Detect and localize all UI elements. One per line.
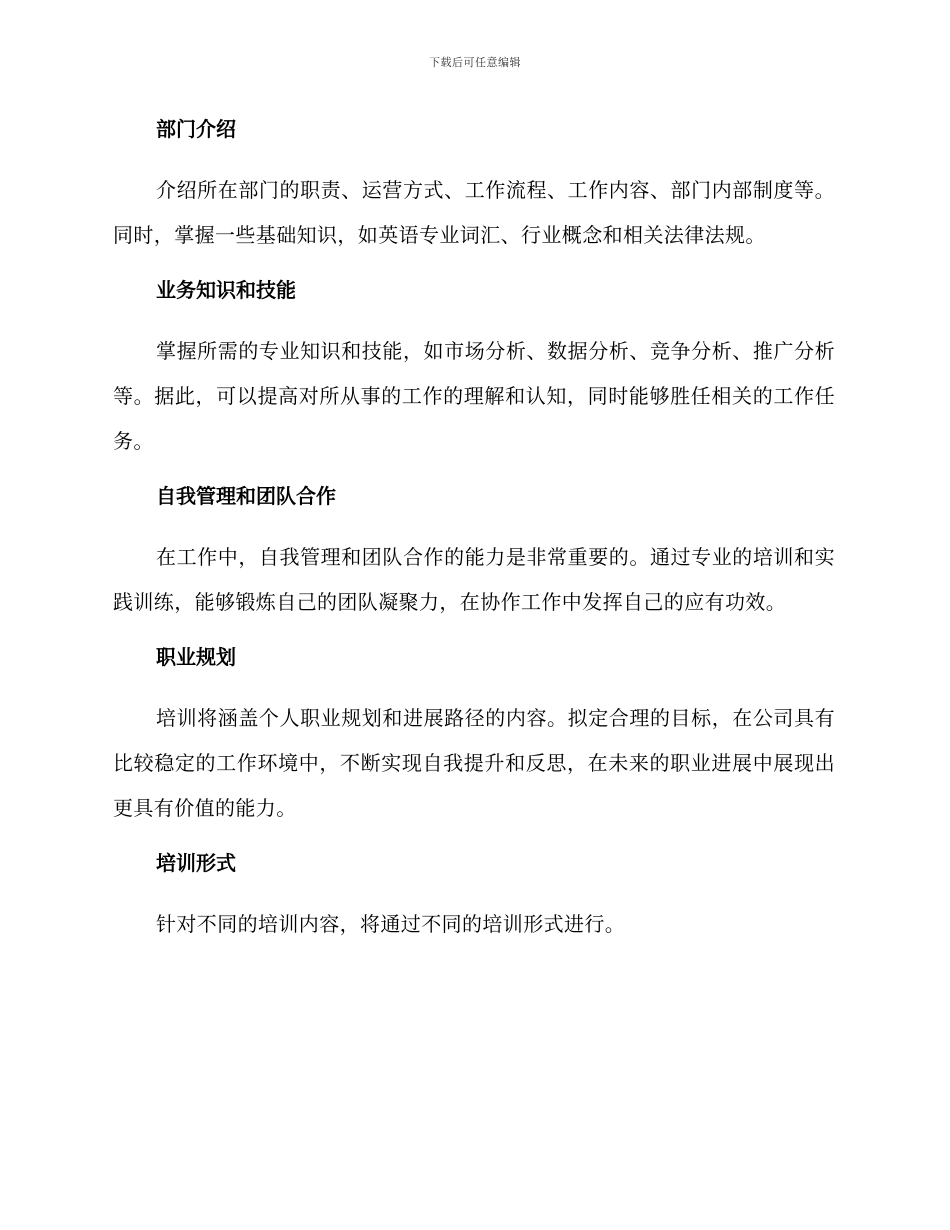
- section-heading: 部门介绍: [156, 117, 236, 141]
- section-body: 在工作中，自我管理和团队合作的能力是非常重要的。通过专业的培训和实践训练，能够锻炼自己的团队凝聚力，在协作工作中发挥自己的应有功效。: [113, 545, 835, 614]
- header-note: 下载后可任意编辑: [429, 56, 521, 69]
- section-heading: 业务知识和技能: [156, 278, 296, 302]
- section-heading: 培训形式: [156, 851, 236, 875]
- section-heading: 自我管理和团队合作: [156, 484, 336, 508]
- document-content: [113, 112, 835, 962]
- section-body: 掌握所需的专业知识和技能，如市场分析、数据分析、竞争分析、推广分析等。据此，可以提高对所从事的工作的理解和认知，同时能够胜任相关的工作任务。: [113, 339, 835, 453]
- section-training-format: [113, 846, 835, 947]
- section-heading: 职业规划: [156, 645, 236, 669]
- section-career-planning: [113, 640, 835, 831]
- section-business-skills: [113, 273, 835, 464]
- section-department-intro: [113, 112, 835, 258]
- section-body: 针对不同的培训内容，将通过不同的培训形式进行。: [156, 912, 626, 936]
- section-self-management-teamwork: [113, 479, 835, 625]
- section-body: 培训将涵盖个人职业规划和进展路径的内容。拟定合理的目标，在公司具有比较稳定的工作环境中，不断实现自我提升和反思，在未来的职业进展中展现出更具有价值的能力。: [113, 706, 835, 820]
- section-body: 介绍所在部门的职责、运营方式、工作流程、工作内容、部门内部制度等。同时，掌握一些基础知识，如英语专业词汇、行业概念和相关法律法规。: [113, 178, 835, 247]
